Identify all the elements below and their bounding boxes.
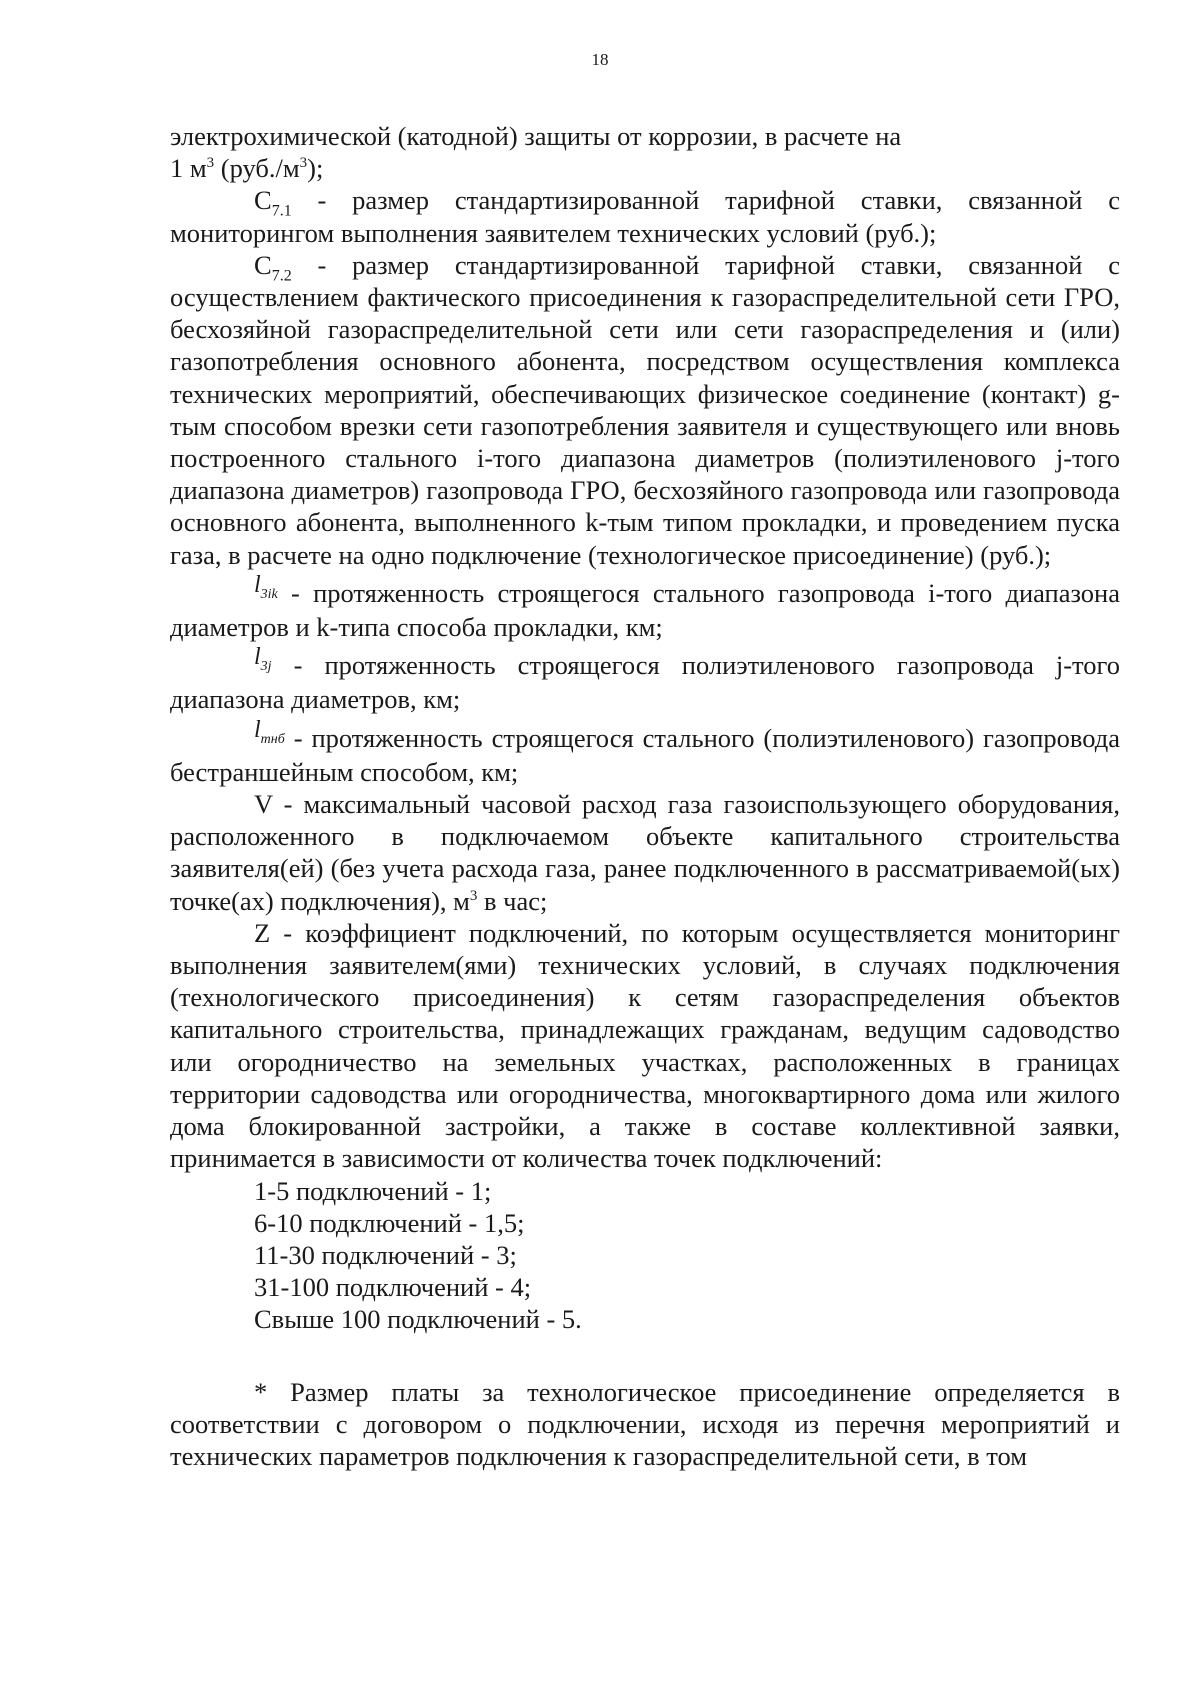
l3j-text: - протяженность строящегося полиэтиленового газопровода j-того диапазона диаметров, км; — [170, 650, 1120, 715]
l3ik-subscript: 3ik — [260, 586, 278, 602]
list-item: 1-5 подключений - 1; — [254, 1175, 492, 1206]
definition-z — [170, 917, 1120, 1175]
c71-text: - размер стандартизированной тарифной ставки, связанной с мониторингом выполнения заявителем технических условий (руб.); — [170, 185, 1120, 248]
v-end: в час; — [477, 885, 548, 916]
definition-ltnb — [170, 716, 1120, 788]
l3ik-letter: l — [254, 571, 261, 598]
list-item: 11-30 подключений - 3; — [254, 1239, 517, 1270]
c72-text: - размер стандартизированной тарифной ставки, связанной с осуществлением фактического присоединения к газораспределительной сети ГРО, бесхозяйной газораспределительной сети или сети газораспределения и (или) газопотребления основного абонента, посредством осуществления комплекса технических мероприятий, обеспечивающих физическое соединение (контакт) g-тым способом врезки сети газопотребления заявителя и существующего или вновь построенного стального i-того диапазона диаметров (полиэтиленового j-того диапазона диаметров) газопровода ГРО, бесхозяйного газопровода или газопровода основного абонента, выполненного k-тым типом прокладки, и проведением пуска газа, в расчете на одно подключение (технологическое присоединение) (руб.); — [170, 249, 1120, 570]
l3ik-text: - протяженность строящегося стального газопровода i-того диапазона диаметров и k-типа способа прокладки, км; — [170, 577, 1120, 643]
definition-v — [170, 788, 1120, 917]
unit-rub: (руб./м — [214, 153, 300, 184]
document-body — [170, 120, 1120, 1472]
page-number: 18 — [591, 50, 609, 69]
list-item: 6-10 подключений - 1,5; — [254, 1207, 525, 1238]
coefficient-list — [170, 1175, 1120, 1336]
c71-subscript: 7.1 — [271, 202, 292, 220]
z-text: Z - коэффициент подключений, по которым осуществляется мониторинг выполнения заявителем(ями) технических условий, в случаях подключения (технологического присоединения) к сетям газораспределения объектов капитального строительства, принадлежащих гражданам, ведущим садоводство или огородничество на земельных участках, расположенных в границах территории садоводства или огородничества, многоквартирного дома или жилого дома блокированной застройки, а также в составе коллективной заявки, принимается в зависимости от количества точек подключений: — [170, 917, 1120, 1174]
ltnb-subscript: тнб — [260, 731, 285, 747]
list-item: 31-100 подключений - 4; — [254, 1272, 532, 1303]
l3j-letter: l — [254, 644, 261, 671]
paragraph-protection — [170, 120, 1120, 184]
definition-l3j — [170, 644, 1120, 715]
unit-end: ); — [307, 153, 324, 184]
definition-l3ik — [170, 571, 1120, 643]
l3j-symbol — [254, 644, 272, 675]
c72-symbol: C — [254, 249, 272, 280]
ltnb-symbol — [254, 716, 285, 747]
unit-m: 1 м — [170, 153, 207, 184]
unit-sup: 3 — [206, 155, 215, 172]
v-sup: 3 — [469, 887, 478, 904]
ltnb-letter: l — [254, 716, 261, 743]
list-item: Свыше 100 подключений - 5. — [254, 1304, 582, 1335]
ltnb-text: - протяженность строящегося стального (полиэтиленового) газопровода бестраншейным способом, км; — [170, 722, 1120, 787]
l3j-subscript: 3j — [260, 659, 272, 675]
footnote: * Размер платы за технологическое присоединение определяется в соответствии с договором о подключении, исходя из перечня мероприятий и технических параметров подключения к газораспределительной сети, в том — [170, 1376, 1120, 1471]
c72-subscript: 7.2 — [271, 267, 292, 285]
protection-text: электрохимической (катодной) защиты от коррозии, в расчете на — [170, 121, 902, 151]
l3ik-symbol — [254, 571, 278, 602]
definition-c71 — [170, 184, 1120, 248]
unit-sup2: 3 — [299, 155, 308, 172]
c71-symbol: C — [254, 185, 272, 216]
definition-c72 — [170, 249, 1120, 571]
v-text: V - максимальный часовой расход газа газоиспользующего оборудования, расположенного в подключаемом объекте капитального строительства заявителя(ей) (без учета расхода газа, ранее подключенного в рассматриваемой(ых) точке(ах) подключения), м — [170, 789, 1120, 916]
